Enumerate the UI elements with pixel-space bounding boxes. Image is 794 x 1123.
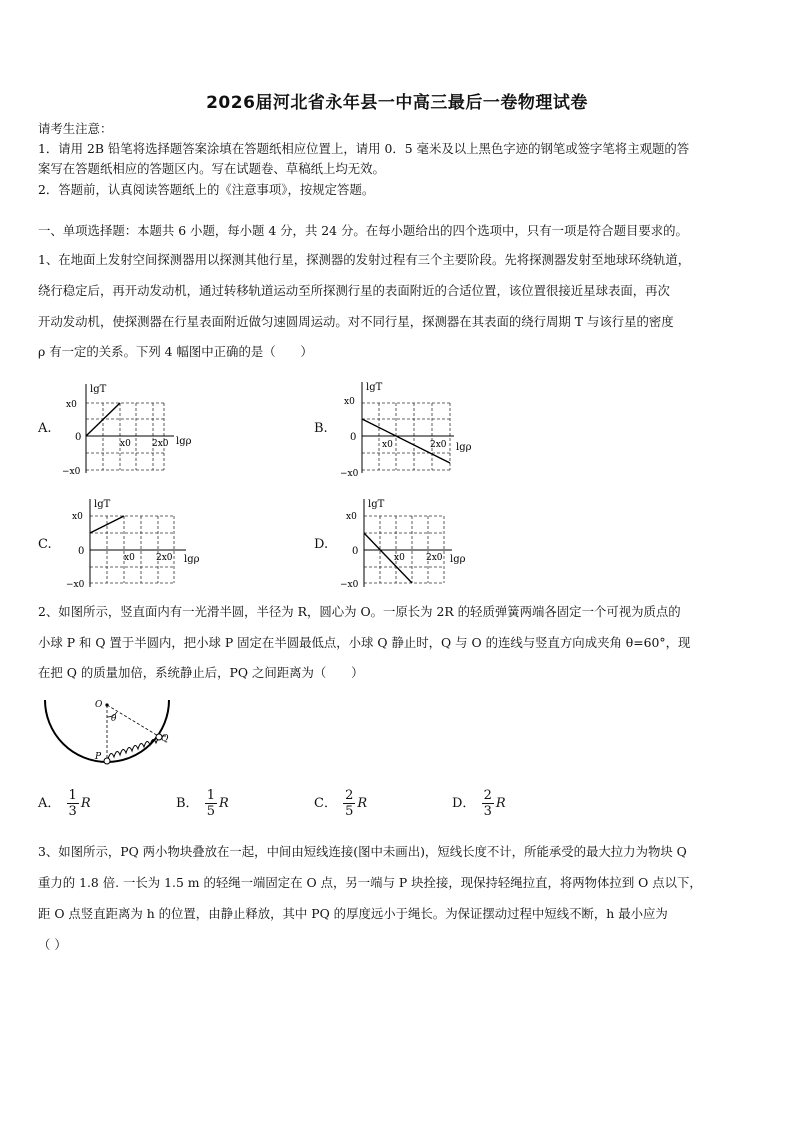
q2-option-b-den: 5 — [206, 804, 215, 819]
q1-option-c-label: C. — [38, 537, 52, 552]
q2-option-d — [452, 788, 506, 819]
q2-option-a-den: 3 — [68, 804, 77, 819]
q2-option-a — [38, 788, 91, 819]
graph-a — [58, 378, 208, 478]
q2-option-a-unit: R — [80, 796, 91, 811]
q2-line3: 在把 Q 的质量加倍，系统静止后，PQ 之间距离为（ ） — [38, 665, 364, 680]
graph-b-tick-ytop: x0 — [344, 397, 355, 407]
graph-a-tick-x0: x0 — [120, 439, 131, 449]
graph-a-tick-ytop: x0 — [66, 400, 77, 410]
graph-c-tick-2x0: 2x0 — [156, 553, 173, 563]
graph-d-tick-ytop: x0 — [346, 512, 357, 522]
center-point-o — [105, 703, 108, 706]
label-theta: θ — [111, 714, 117, 724]
graph-b-tick-ybottom: −x0 — [340, 469, 359, 478]
graph-b — [334, 378, 484, 478]
graph-b-ylabel: lgT — [366, 382, 383, 393]
q2-option-a-label: A． — [38, 796, 61, 811]
q1-option-a-label: A. — [38, 421, 52, 436]
graph-b-origin: 0 — [350, 432, 357, 443]
graph-a-tick-ybottom: −x0 — [62, 467, 81, 477]
label-p: P — [95, 752, 102, 762]
q2-option-b-label: B． — [176, 796, 199, 811]
q2-option-d-den: 3 — [483, 804, 492, 819]
q3-line3: 距 O 点竖直距离为 h 的位置，由静止释放，其中 PQ 的厚度远小于绳长。为保证摆动过程中短线不断，h 最小应为 — [38, 906, 668, 921]
graph-c — [58, 493, 208, 593]
q2-line1: 2、如图所示，竖直面内有一光滑半圆，半径为 R，圆心为 O。一原长为 2R 的轻质弹簧两端各固定一个可视为质点的 — [38, 604, 681, 619]
section-heading: 一、单项选择题：本题共 6 小题，每小题 4 分，共 24 分。在每小题给出的四个选项中，只有一项是符合题目要求的。 — [38, 223, 688, 238]
q2-option-b — [176, 788, 229, 819]
q2-option-c-unit: R — [357, 796, 368, 811]
graph-c-ylabel: lgT — [94, 499, 111, 510]
graph-b-tick-x0: x0 — [382, 440, 393, 450]
graph-c-tick-ybottom: −x0 — [66, 580, 85, 590]
q1-line2: 绕行稳定后，再开动发动机，通过转移轨道运动至所探测行星的表面附近的合适位置，该位置很接近星球表面，再次 — [38, 283, 670, 298]
q1-option-d-label: D. — [314, 537, 329, 552]
q3-line1: 3、如图所示，PQ 两小物块叠放在一起，中间由短线连接(图中未画出)，短线长度不计，所能承受的最大拉力为物块 Q — [38, 844, 687, 859]
q2-option-d-num: 2 — [483, 788, 492, 803]
q1-option-b-label: B. — [314, 421, 328, 436]
graph-d-origin: 0 — [352, 546, 359, 557]
q2-option-a-num: 1 — [68, 788, 77, 803]
q2-option-b-fraction — [205, 788, 217, 819]
graph-d-ylabel: lgT — [368, 499, 385, 510]
q2-option-d-label: D． — [452, 796, 476, 811]
graph-d-tick-2x0: 2x0 — [426, 553, 443, 563]
graph-a-origin: 0 — [75, 432, 82, 443]
graph-d — [334, 493, 484, 593]
graph-a-tick-2x0: 2x0 — [152, 439, 169, 449]
graph-c-tick-ytop: x0 — [72, 512, 83, 522]
label-q: Q — [161, 734, 169, 744]
q2-option-c-den: 5 — [345, 804, 354, 819]
ball-p — [104, 758, 110, 764]
notice-item1-line2: 案写在答题纸相应的答题区内。写在试题卷、草稿纸上均无效。 — [38, 161, 385, 176]
label-o: O — [95, 700, 103, 710]
graph-c-xlabel: lgρ — [184, 554, 200, 565]
q2-option-d-fraction — [482, 788, 494, 819]
q2-option-b-unit: R — [218, 796, 229, 811]
q2-option-c-num: 2 — [345, 788, 354, 803]
graph-c-tick-x0: x0 — [124, 553, 135, 563]
graph-b-tick-2x0: 2x0 — [430, 440, 447, 450]
q2-option-c-fraction — [343, 788, 355, 819]
q2-option-b-num: 1 — [206, 788, 215, 803]
notice-item2: 2．答题前，认真阅读答题纸上的《注意事项》，按规定答题。 — [38, 182, 375, 197]
q1-line1: 1、在地面上发射空间探测器用以探测其他行星，探测器的发射过程有三个主要阶段。先将探测器发射至地球环绕轨道， — [38, 252, 691, 267]
q3-line2: 重力的 1.8 倍. 一长为 1.5 m 的轻绳一端固定在 O 点，另一端与 P 块拴接，现保持轻绳拉直，将两物体拉到 O 点以下， — [38, 875, 702, 890]
q2-option-a-fraction — [67, 788, 79, 819]
graph-d-tick-ybottom: −x0 — [340, 580, 359, 590]
graph-d-xlabel: lgρ — [450, 554, 466, 565]
graph-b-xlabel: lgρ — [456, 442, 472, 453]
graph-a-ylabel: lgT — [90, 384, 107, 395]
notice-heading: 请考生注意： — [38, 121, 113, 136]
graph-c-origin: 0 — [78, 546, 85, 557]
notice-item1-line1: 1．请用 2B 铅笔将选择题答案涂填在答题纸相应位置上，请用 0．5 毫米及以上黑色字迹的钢笔或签字笔将主观题的答 — [38, 141, 690, 156]
q2-option-c-label: C． — [314, 796, 337, 811]
graph-d-tick-x0: x0 — [394, 553, 405, 563]
q1-line3: 开动发动机，使探测器在行星表面附近做匀速圆周运动。对不同行星，探测器在其表面的绕行周期 T 与该行星的密度 — [38, 314, 674, 329]
q1-line4: ρ 有一定的关系。下列 4 幅图中正确的是（ ） — [38, 344, 313, 359]
q3-line4: （ ） — [38, 937, 67, 952]
graph-a-line — [86, 403, 120, 436]
page-title: 2026届河北省永年县一中高三最后一卷物理试卷 — [206, 93, 588, 113]
q2-line2: 小球 P 和 Q 置于半圆内，把小球 P 固定在半圆最低点，小球 Q 静止时，Q 与 O 的连线与竖直方向成夹角 θ=60°，现 — [38, 635, 691, 650]
q2-figure — [40, 695, 175, 770]
q2-option-c — [314, 788, 367, 819]
q2-option-d-unit: R — [495, 796, 506, 811]
graph-a-xlabel: lgρ — [176, 436, 192, 447]
